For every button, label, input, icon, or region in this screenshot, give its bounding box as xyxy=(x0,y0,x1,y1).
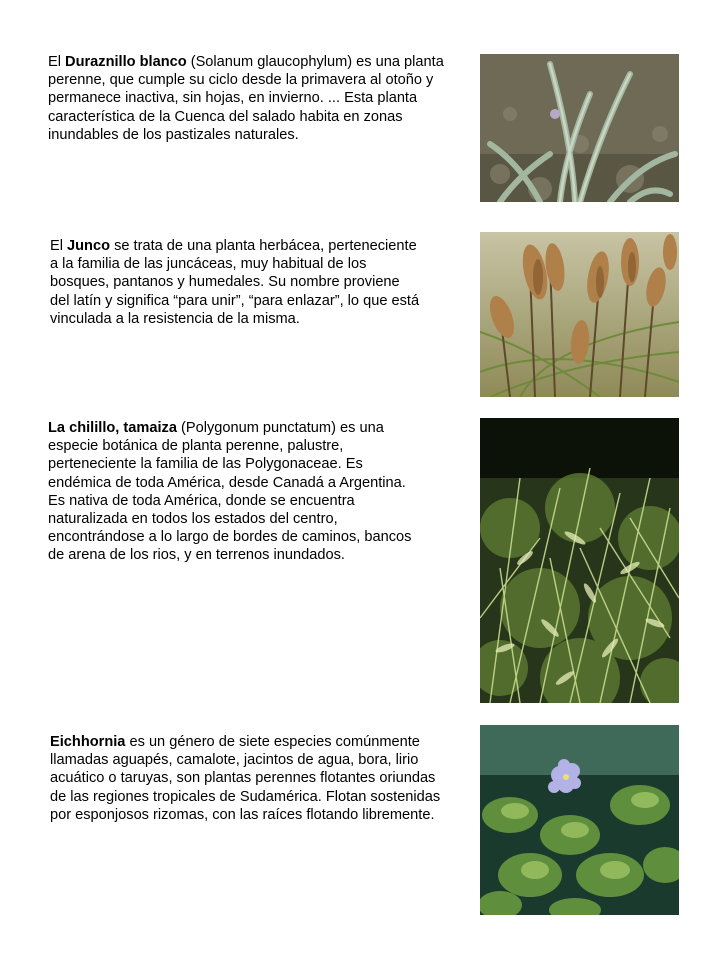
photo-eichhornia xyxy=(480,725,679,915)
plant-name: Junco xyxy=(67,238,111,254)
plant-name: Duraznillo blanco xyxy=(65,54,187,70)
plant-name: La chilillo, tamaiza xyxy=(48,420,177,436)
photo-duraznillo xyxy=(480,54,679,202)
photo-junco xyxy=(480,232,679,397)
photo-chilillo xyxy=(480,418,679,703)
entry-text: Eichhornia es un género de siete especies comúnmente llamadas aguapés, camalote, jacintos de agua, bora, lirio acuático o taruyas, son plantas perennes flotantes oriundas de las regiones tropicales de Sudamérica. Flotan sostenidas por esponjosos rizomas, con las raíces flotando libremente. xyxy=(50,734,441,823)
entry-text: El Junco se trata de una planta herbácea, perteneciente a la familia de las juncáceas, muy habitual de los bosques, pantanos y humedales. Su nombre proviene del latín y significa “para unir”, “para enlazar”, lo que está vinculada a la resistencia de la misma. xyxy=(50,238,420,327)
entry-text: La chilillo, tamaiza (Polygonum punctatum) es una especie botánica de planta perenne, palustre, perteneciente la familia de las Polygonaceae. Es endémica de toda América, desde Canadá a Argentina. Es nativa de toda América, donde se encuentra naturalizada en todos los estados del centro, encontrándose a lo largo de bordes de caminos, bancos de arena de los rios, y en terrenos inundados. xyxy=(48,420,412,564)
plant-name: Eichhornia xyxy=(50,734,126,750)
entry-text: El Duraznillo blanco (Solanum glaucophylum) es una planta perenne, que cumple su ciclo desde la primavera al otoño y permanece inactiva, sin hojas, en invierno. ... Esta planta característica de la Cuenca del salado habita en zonas inundables de los pastizales naturales. xyxy=(48,54,444,143)
